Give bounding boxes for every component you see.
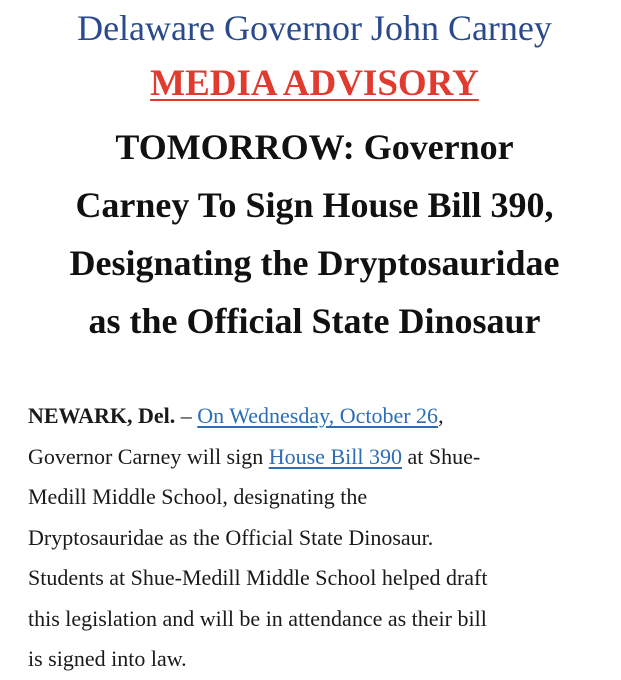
- house-bill-link[interactable]: House Bill 390: [268, 443, 402, 469]
- headline-line: as the Official State Dinosaur: [88, 301, 541, 341]
- body-line-6: this legislation and will be in attendance as their bill: [28, 605, 487, 631]
- media-advisory-label: MEDIA ADVISORY: [150, 63, 479, 104]
- headline-line: Carney To Sign House Bill 390,: [75, 185, 554, 225]
- date-comma: ,: [438, 403, 444, 428]
- dateline-dash: –: [175, 403, 198, 428]
- headline: [28, 118, 601, 350]
- body-paragraph: [28, 396, 601, 680]
- body-text-segment: at Shue-: [401, 443, 481, 469]
- body-line-1: [28, 396, 601, 437]
- governor-title: Delaware Governor John Carney: [77, 8, 552, 48]
- body-line-4: Dryptosauridae as the Official State Dinosaur.: [28, 524, 434, 550]
- headline-line: TOMORROW: Governor: [115, 127, 514, 167]
- dateline: NEWARK, Del.: [28, 403, 176, 428]
- body-text-segment: Governor Carney will sign: [28, 443, 269, 469]
- body-line-3: Medill Middle School, designating the: [28, 484, 368, 509]
- media-advisory-heading: [28, 63, 601, 108]
- body-line-2: [28, 437, 601, 478]
- body-line-5: Students at Shue-Medill Middle School helped draft: [28, 565, 488, 590]
- body-line-7: is signed into law.: [28, 646, 187, 671]
- headline-line: Designating the Dryptosauridae: [69, 243, 560, 283]
- date-link[interactable]: On Wednesday, October 26: [197, 403, 439, 428]
